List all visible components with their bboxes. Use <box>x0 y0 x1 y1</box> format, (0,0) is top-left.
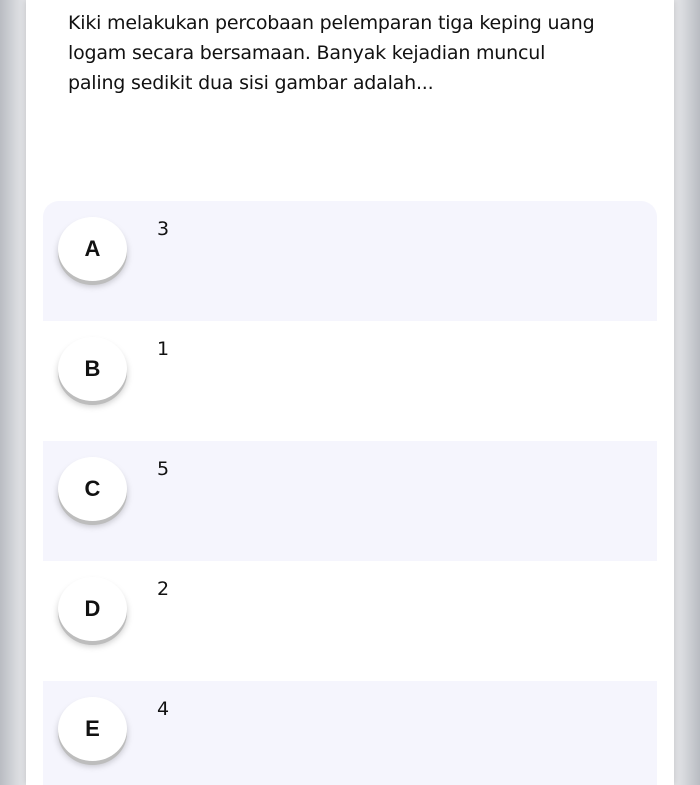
option-b[interactable] <box>43 321 657 441</box>
option-d-value: 2 <box>157 578 170 600</box>
option-e-badge[interactable]: E <box>58 697 127 761</box>
question-text: Kiki melakukan percobaan pelemparan tiga keping uang logam secara bersamaan. Banyak kejadian muncul paling sedikit dua sisi gambar adalah... <box>68 12 595 94</box>
option-a[interactable] <box>43 201 657 321</box>
left-backdrop <box>0 0 26 785</box>
option-a-badge[interactable]: A <box>58 217 127 281</box>
right-backdrop <box>674 0 700 785</box>
option-c-badge[interactable]: C <box>58 457 127 521</box>
option-e-value: 4 <box>157 698 170 720</box>
option-b-value: 1 <box>157 338 170 360</box>
option-d[interactable] <box>43 561 657 681</box>
option-c[interactable] <box>43 441 657 561</box>
option-e[interactable] <box>43 681 657 785</box>
answer-options <box>43 201 657 785</box>
option-d-badge[interactable]: D <box>58 577 127 641</box>
option-a-value: 3 <box>157 218 170 240</box>
question-card <box>26 0 674 785</box>
option-b-badge[interactable]: B <box>58 337 127 401</box>
option-c-value: 5 <box>157 458 170 480</box>
